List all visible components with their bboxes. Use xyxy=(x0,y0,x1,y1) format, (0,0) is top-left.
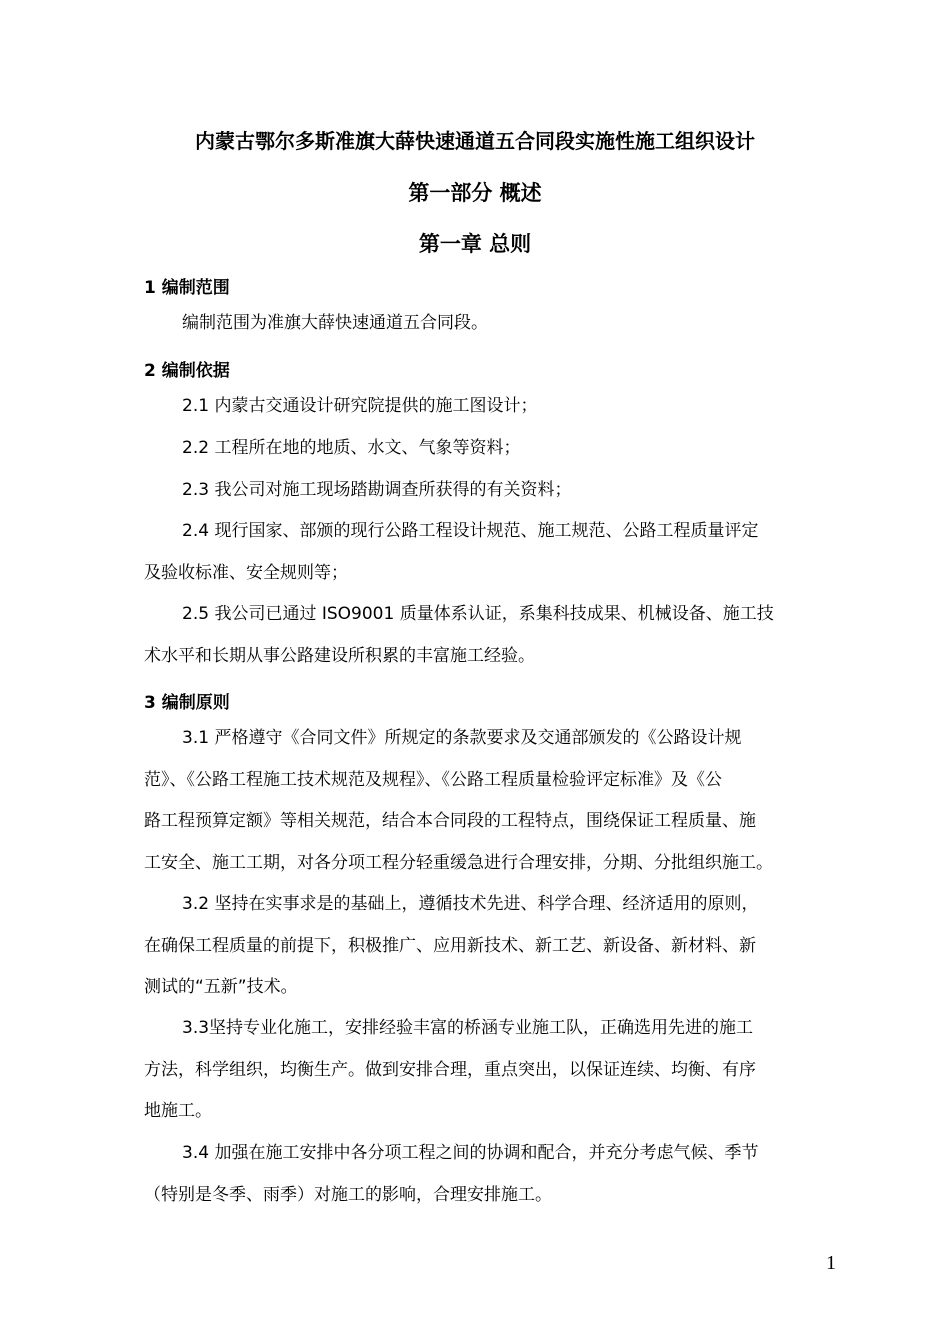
text-line: 测试的“五新”技术。 xyxy=(144,977,298,997)
paragraph xyxy=(144,303,844,345)
text-line: 及验收标准、安全规则等； xyxy=(144,562,348,583)
text-line: （特别是冬季、雨季）对施工的影响，合理安排施工。 xyxy=(144,1184,552,1205)
text-line: 2.2 工程所在地的地质、水文、气象等资料； xyxy=(182,438,521,458)
text-line: 工安全、施工工期，对各分项工程分轻重缓急进行合理安排，分期、分批组织施工。 xyxy=(144,852,773,873)
text-line: 2.4 现行国家、部颁的现行公路工程设计规范、施工规范、公路工程质量评定 xyxy=(182,521,759,541)
text-line: 3.2 坚持在实事求是的基础上，遵循技术先进、科学合理、经济适用的原则， xyxy=(182,894,759,914)
paragraph xyxy=(144,428,844,470)
text-line: 地施工。 xyxy=(144,1101,212,1121)
paragraph xyxy=(144,1133,844,1216)
part-heading: 第一部分 概述 xyxy=(408,181,542,205)
text-line: 2.5 我公司已通过 ISO9001 质量体系认证，系集科技成果、机械设备、施工技 xyxy=(182,604,774,624)
paragraph xyxy=(144,1008,844,1133)
chapter-heading: 第一章 总则 xyxy=(418,232,532,256)
paragraph xyxy=(144,470,844,512)
section-heading: 3 编制原则 xyxy=(144,693,230,713)
paragraph xyxy=(144,594,844,677)
text-line: 方法，科学组织，均衡生产。做到安排合理，重点突出，以保证连续、均衡、有序 xyxy=(144,1059,756,1080)
paragraph xyxy=(144,884,844,1009)
section-heading: 2 编制依据 xyxy=(144,361,230,381)
text-line: 路工程预算定额》等相关规范，结合本合同段的工程特点，围绕保证工程质量、施 xyxy=(144,811,756,831)
text-line: 3.4 加强在施工安排中各分项工程之间的协调和配合，并充分考虑气候、季节 xyxy=(182,1143,759,1163)
text-line: 术水平和长期从事公路建设所积累的丰富施工经验。 xyxy=(144,645,535,666)
paragraph xyxy=(144,386,844,428)
text-line: 2.3 我公司对施工现场踏勘调查所获得的有关资料； xyxy=(182,480,572,500)
section-heading: 1 编制范围 xyxy=(144,278,230,298)
text-line: 2.1 内蒙古交通设计研究院提供的施工图设计； xyxy=(182,396,538,416)
text-line: 在确保工程质量的前提下，积极推广、应用新技术、新工艺、新设备、新材料、新 xyxy=(144,935,756,956)
paragraph xyxy=(144,511,844,594)
text-line: 3.3坚持专业化施工，安排经验丰富的桥涵专业施工队，正确选用先进的施工 xyxy=(182,1018,754,1038)
paragraph xyxy=(144,718,844,884)
text-line: 范》、《公路工程施工技术规范及规程》、《公路工程质量检验评定标准》及《公 xyxy=(144,769,722,790)
text-line: 3.1 严格遵守《合同文件》所规定的条款要求及交通部颁发的《公路设计规 xyxy=(182,728,742,748)
text-line: 编制范围为准旗大薛快速通道五合同段。 xyxy=(182,313,488,333)
page-number: 1 xyxy=(826,1252,836,1274)
document-title: 内蒙古鄂尔多斯准旗大薛快速通道五合同段实施性施工组织设计 xyxy=(195,129,755,153)
